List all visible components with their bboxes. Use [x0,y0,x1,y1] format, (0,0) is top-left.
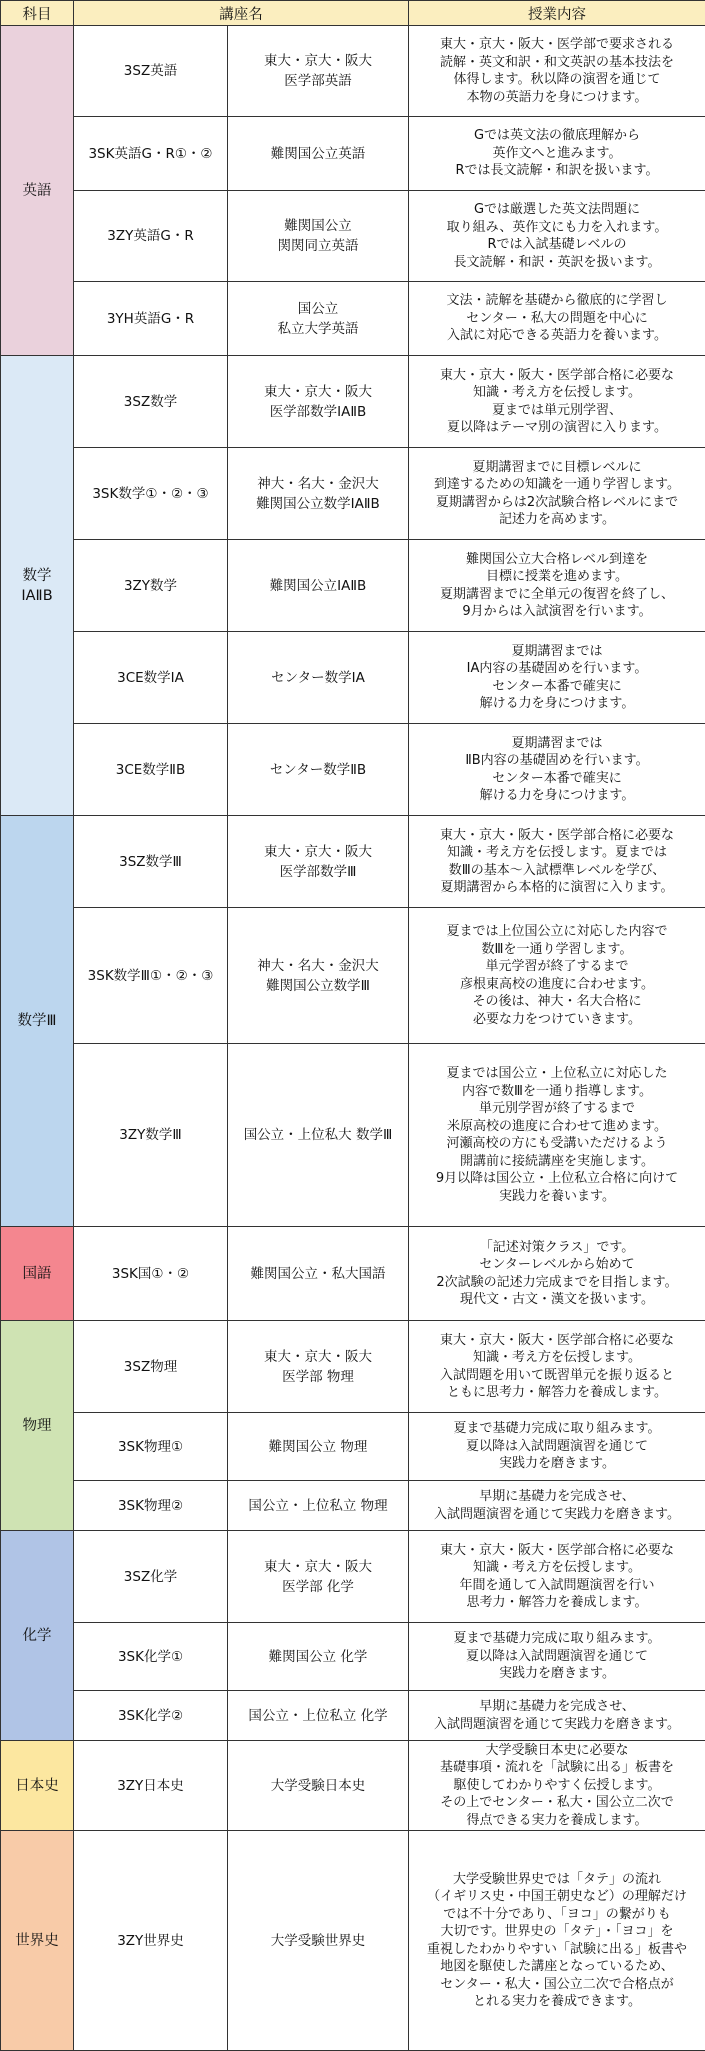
course-description-line: 思考力・解答力を養成します。 [411,1594,703,1612]
course-description-line: 本物の英語力を身につけます。 [411,89,703,107]
course-code: 3SZ数学Ⅲ [74,816,228,908]
course-description-line: 開講前に接続講座を実施します。 [411,1153,703,1171]
subject-cell [1,816,74,1227]
course-title-line: 東大・京大・阪大 [230,1347,406,1367]
course-code: 3SZ英語 [74,26,228,117]
course-title-line: 私立大学英語 [230,319,406,339]
course-description-line: 知識・考え方を伝授します。 [411,384,703,402]
course-row [1,540,705,632]
course-title [228,1044,409,1227]
course-description-line: 東大・京大・阪大・医学部合格に必要な [411,1542,703,1560]
course-title [228,191,409,282]
course-code: 3ZY世界史 [74,1831,228,2051]
course-title [228,117,409,191]
course-code: 3SK英語G・R①・② [74,117,228,191]
course-title [228,26,409,117]
course-description-line: 大学受験日本史に必要な [411,1742,703,1760]
course-code: 3SK物理① [74,1413,228,1481]
course-row [1,908,705,1044]
course-description-line: 9月からは入試演習を行います。 [411,603,703,621]
course-description-line: 夏まで基礎力完成に取り組みます。 [411,1420,703,1438]
course-description-line: その上でセンター・私大・国公立二次で [411,1794,703,1812]
course-description-line: センター・私大の問題を中心に [411,310,703,328]
course-description-line: 入試問題演習を通じて実践力を磨きます。 [411,1716,703,1734]
course-row [1,632,705,724]
course-description-line: Gでは英文法の徹底理解から [411,127,703,145]
subject-cell [1,1831,74,2051]
course-code: 3CE数学ⅡB [74,724,228,816]
course-description-line: 知識・考え方を伝授します。 [411,1349,703,1367]
course-description-line: 9月以降は国公立・上位私立合格に向けて [411,1170,703,1188]
course-row [1,1741,705,1831]
course-description-line: 必要な力をつけていきます。 [411,1011,703,1029]
course-title-line: 国公立・上位私立 物理 [230,1496,406,1516]
course-description [409,1227,705,1321]
course-description-line: Rでは長文読解・和訳を扱います。 [411,162,703,180]
course-description-line: 夏以降は入試問題演習を通じて [411,1648,703,1666]
course-name-header: 講座名 [74,1,409,26]
course-row [1,816,705,908]
course-title-line: 東大・京大・阪大 [230,382,406,402]
course-description [409,1413,705,1481]
course-description [409,1831,705,2051]
course-description-line: 数Ⅲの基本～入試標準レベルを学び、 [411,862,703,880]
course-description-line: センター本番で確実に [411,770,703,788]
course-description-line: 文法・読解を基礎から徹底的に学習し [411,292,703,310]
course-description-line: 早期に基礎力を完成させ、 [411,1698,703,1716]
course-description-line: ⅠA内容の基礎固めを行います。 [411,660,703,678]
course-code: 3SK化学② [74,1691,228,1741]
course-description [409,356,705,448]
course-title [228,1413,409,1481]
course-code: 3ZY英語G・R [74,191,228,282]
course-title [228,1691,409,1741]
course-description-line: 東大・京大・阪大・医学部合格に必要な [411,827,703,845]
course-row [1,356,705,448]
course-description-line: 基礎事項・流れを「試験に出る」板書を [411,1759,703,1777]
course-description-line: 夏まで基礎力完成に取り組みます。 [411,1630,703,1648]
course-description-line: 到達するための知識を一通り学習します。 [411,476,703,494]
course-description-line: Gでは厳選した英文法問題に [411,201,703,219]
subject-label: ⅠAⅡB [3,586,71,606]
course-title [228,1831,409,2051]
course-title-line: 難関国公立 化学 [230,1647,406,1667]
course-row [1,1531,705,1623]
course-description-line: 東大・京大・阪大・医学部で要求される [411,36,703,54]
course-description [409,816,705,908]
course-description-line: 実践力を磨きます。 [411,1455,703,1473]
course-title-line: 国公立・上位私大 数学Ⅲ [230,1125,406,1145]
course-title-line: センター数学ⅡB [230,760,406,780]
course-description-line: 得点できる実力を養成します。 [411,1812,703,1830]
course-title [228,1531,409,1623]
course-description [409,1691,705,1741]
course-title-line: 国公立・上位私立 化学 [230,1706,406,1726]
course-description-line: 知識・考え方を伝授します。 [411,1559,703,1577]
course-description-line: 大学受験世界史では「タテ」の流れ [411,1871,703,1889]
course-description-line: 年間を通して入試問題演習を行い [411,1577,703,1595]
course-title [228,816,409,908]
course-description-line: 河瀬高校の方にも受講いただけるよう [411,1135,703,1153]
course-description [409,117,705,191]
course-description [409,282,705,356]
course-title-line: 東大・京大・阪大 [230,51,406,71]
course-title-line: 東大・京大・阪大 [230,1557,406,1577]
course-row [1,117,705,191]
course-code: 3ZY数学 [74,540,228,632]
course-description-line: 読解・英文和訳・和文英訳の基本技法を [411,54,703,72]
course-title-line: 東大・京大・阪大 [230,842,406,862]
course-description-line: 2次試験の記述力完成までを目指します。 [411,1274,703,1292]
course-title [228,1741,409,1831]
subject-label: 国語 [3,1264,71,1284]
subject-cell [1,1227,74,1321]
course-description-line: その後は、神大・名大合格に [411,993,703,1011]
course-description-line: 長文読解・和訳・英訳を扱います。 [411,254,703,272]
course-description-line: 東大・京大・阪大・医学部合格に必要な [411,367,703,385]
course-code: 3YH英語G・R [74,282,228,356]
course-title [228,1481,409,1531]
course-row [1,724,705,816]
course-description-line: 夏期講習までは [411,643,703,661]
course-description-line: 難関国公立大合格レベル到達を [411,551,703,569]
subject-cell [1,1741,74,1831]
course-title [228,908,409,1044]
course-row [1,1044,705,1227]
course-description-line: ともに思考力・解答力を養成します。 [411,1384,703,1402]
course-description-line: センター本番で確実に [411,678,703,696]
subject-label: 英語 [3,181,71,201]
course-description-line: 重視したわかりやすい「試験に出る」板書や [411,1941,703,1959]
course-description-line: 夏期講習からは2次試験合格レベルにまで [411,494,703,512]
course-description [409,1531,705,1623]
subject-label: 化学 [3,1626,71,1646]
course-description-line: 夏以降はテーマ別の演習に入ります。 [411,419,703,437]
course-description-line: 地図を駆使した講座となっているため、 [411,1958,703,1976]
course-title-line: 医学部数学ⅠAⅡB [230,402,406,422]
course-description [409,1481,705,1531]
course-description-line: 夏期講習までは [411,735,703,753]
course-description-line: 内容で数Ⅲを一通り指導します。 [411,1083,703,1101]
course-description-line: 数Ⅲを一通り学習します。 [411,941,703,959]
subject-cell [1,1531,74,1741]
course-title [228,356,409,448]
course-title-line: 神大・名大・金沢大 [230,474,406,494]
subject-cell [1,26,74,356]
course-row [1,1691,705,1741]
course-title [228,1321,409,1413]
course-description-line: センターレベルから始めて [411,1256,703,1274]
course-description-line: 夏期講習までに全単元の復習を終了し、 [411,586,703,604]
subject-label: 物理 [3,1416,71,1436]
course-title [228,1227,409,1321]
course-description-line: 知識・考え方を伝授します。夏までは [411,844,703,862]
course-title-line: 大学受験日本史 [230,1776,406,1796]
course-description-line: では不十分であり、「ヨコ」の繋がりも [411,1906,703,1924]
course-title-line: 医学部 物理 [230,1367,406,1387]
course-row [1,282,705,356]
course-description-line: 解ける力を身につけます。 [411,787,703,805]
course-description-line: 解ける力を身につけます。 [411,695,703,713]
course-title-line: 医学部数学Ⅲ [230,862,406,882]
course-code: 3SK国①・② [74,1227,228,1321]
course-row [1,1413,705,1481]
course-description-line: 取り組み、英作文にも力を入れます。 [411,219,703,237]
course-description [409,632,705,724]
subject-label: 世界史 [3,1931,71,1951]
content-header: 授業内容 [409,1,705,26]
course-description-line: 現代文・古文・漢文を扱います。 [411,1291,703,1309]
course-code: 3SK化学① [74,1623,228,1691]
course-row [1,1623,705,1691]
course-title-line: 神大・名大・金沢大 [230,956,406,976]
course-description [409,26,705,117]
course-title-line: 大学受験世界史 [230,1931,406,1951]
course-title [228,724,409,816]
course-description [409,540,705,632]
course-description [409,1044,705,1227]
course-description-line: 目標に授業を進めます。 [411,568,703,586]
course-description [409,908,705,1044]
course-title-line: 難関国公立 [230,216,406,236]
course-code: 3SK数学①・②・③ [74,448,228,540]
course-description [409,191,705,282]
course-title-line: センター数学ⅠA [230,668,406,688]
course-row [1,1227,705,1321]
course-description-line: ⅡB内容の基礎固めを行います。 [411,752,703,770]
course-description-line: 体得します。秋以降の演習を通じて [411,71,703,89]
course-title-line: 国公立 [230,299,406,319]
course-code: 3SZ化学 [74,1531,228,1623]
course-title [228,540,409,632]
course-description-line: 夏以降は入試問題演習を通じて [411,1438,703,1456]
course-description-line: 東大・京大・阪大・医学部合格に必要な [411,1332,703,1350]
course-title [228,1623,409,1691]
course-description-line: 単元別学習が終了するまで [411,1100,703,1118]
course-description-line: 入試に対応できる英語力を養います。 [411,327,703,345]
course-description-line: 「記述対策クラス」です。 [411,1239,703,1257]
course-row [1,448,705,540]
course-title [228,448,409,540]
course-row [1,1831,705,2051]
course-description [409,724,705,816]
course-description [409,448,705,540]
course-code: 3CE数学ⅠA [74,632,228,724]
course-title-line: 医学部英語 [230,71,406,91]
course-title-line: 難関国公立英語 [230,144,406,164]
course-code: 3SK物理② [74,1481,228,1531]
course-description-line: 記述力を高めます。 [411,511,703,529]
course-description-line: 大切です。世界史の「タテ」・「ヨコ」を [411,1923,703,1941]
subject-header: 科目 [1,1,74,26]
course-title [228,282,409,356]
course-description-line: 入試問題を用いて既習単元を振り返ると [411,1367,703,1385]
course-code: 3SK数学Ⅲ①・②・③ [74,908,228,1044]
course-description-line: 実践力を磨きます。 [411,1665,703,1683]
subject-cell [1,356,74,816]
course-title-line: 難関国公立数学Ⅲ [230,976,406,996]
course-row [1,191,705,282]
course-description-line: 夏期講習から本格的に演習に入ります。 [411,879,703,897]
course-description-line: 彦根東高校の進度に合わせます。 [411,976,703,994]
subject-cell [1,1321,74,1531]
course-row [1,1481,705,1531]
course-description-line: 実践力を養います。 [411,1188,703,1206]
course-description [409,1321,705,1413]
course-description-line: 入試問題演習を通じて実践力を磨きます。 [411,1506,703,1524]
course-description-line: とれる実力を養成できます。 [411,1993,703,2011]
course-description-line: Rでは入試基礎レベルの [411,236,703,254]
course-code: 3SZ物理 [74,1321,228,1413]
course-description-line: 夏までは国公立・上位私立に対応した [411,1065,703,1083]
course-description-line: センター・私大・国公立二次で合格点が [411,1976,703,1994]
subject-label: 数学 [3,566,71,586]
subject-label: 日本史 [3,1776,71,1796]
course-description-line: 早期に基礎力を完成させ、 [411,1488,703,1506]
course-description [409,1741,705,1831]
header-row [1,1,705,26]
course-title [228,632,409,724]
course-code: 3ZY数学Ⅲ [74,1044,228,1227]
course-row [1,26,705,117]
course-code: 3ZY日本史 [74,1741,228,1831]
course-description-line: 単元学習が終了するまで [411,958,703,976]
course-description-line: 夏までは上位国公立に対応した内容で [411,923,703,941]
course-title-line: 難関国公立・私大国語 [230,1264,406,1284]
course-description-line: 駆使してわかりやすく伝授します。 [411,1777,703,1795]
course-code: 3SZ数学 [74,356,228,448]
course-title-line: 難関国公立ⅠAⅡB [230,576,406,596]
course-title-line: 難関国公立数学ⅠAⅡB [230,494,406,514]
course-description-line: 夏期講習までに目標レベルに [411,459,703,477]
course-title-line: 関関同立英語 [230,236,406,256]
subject-label: 数学Ⅲ [3,1011,71,1031]
course-title-line: 医学部 化学 [230,1577,406,1597]
course-description-line: 夏までは単元別学習、 [411,402,703,420]
course-description-line: （イギリス史・中国王朝史など）の理解だけ [411,1888,703,1906]
course-description-line: 米原高校の進度に合わせて進めます。 [411,1118,703,1136]
course-description-line: 英作文へと進みます。 [411,145,703,163]
course-row [1,1321,705,1413]
course-description [409,1623,705,1691]
course-title-line: 難関国公立 物理 [230,1437,406,1457]
